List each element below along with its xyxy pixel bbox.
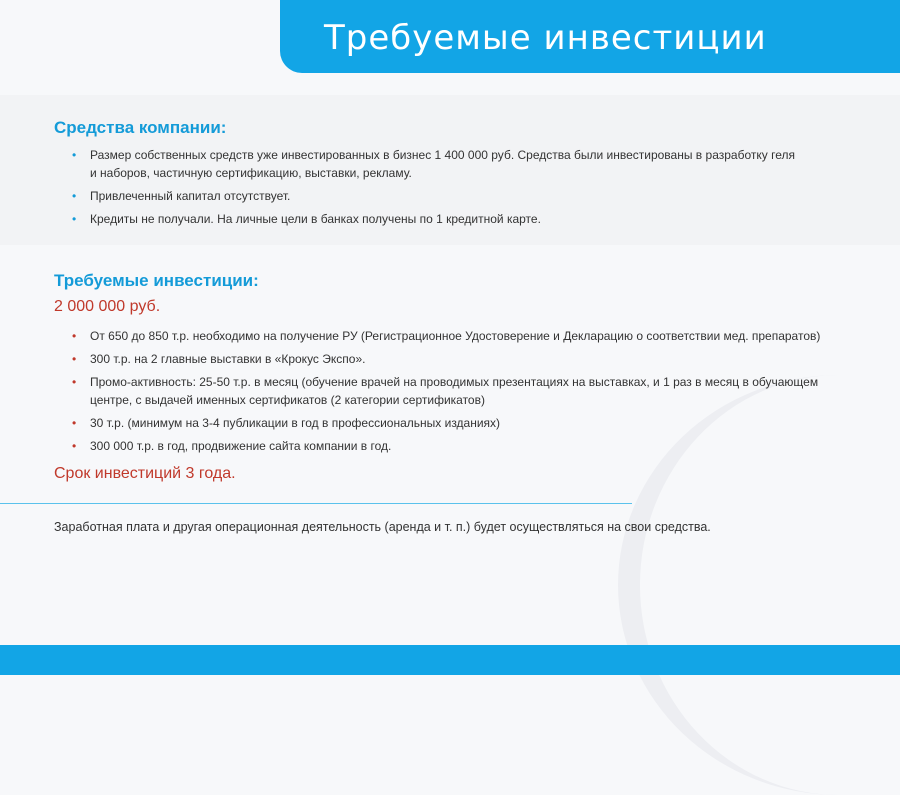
required-amount: 2 000 000 руб. <box>54 298 161 315</box>
investment-term: Срок инвестиций 3 года. <box>54 465 236 482</box>
slide-title: Требуемые инвестиции <box>324 18 767 58</box>
required-investments-heading: Требуемые инвестиции: <box>54 271 259 290</box>
footer-note: Заработная плата и другая операционная деятельность (аренда и т. п.) будет осуществляться на свои средства. <box>54 520 711 534</box>
list-item: • 30 т.р. (минимум на 3-4 публикации в год в профессиональных изданиях) <box>72 416 501 430</box>
company-funds-list <box>72 146 862 233</box>
title-banner <box>280 0 900 73</box>
list-item: • 300 000 т.р. в год, продвижение сайта компании в год. <box>72 439 392 453</box>
divider <box>0 503 632 504</box>
list-item: • Размер собственных средств уже инвестированных в бизнес 1 400 000 руб. Средства были инвестированы в разработку геля и наборов, частичную сертификацию, выставки, рекламу. <box>72 148 795 180</box>
bullet-icon: • <box>72 352 77 366</box>
bullet-icon: • <box>72 212 77 226</box>
list-item: • Промо-активность: 25-50 т.р. в месяц (обучение врачей на проводимых презентациях на выставках, и 1 раз в месяц в обучающем центре, с выдачей именных сертификатов (2 категории сертификатов) <box>72 375 819 407</box>
bullet-icon: • <box>72 375 77 389</box>
bottom-bar <box>0 645 900 675</box>
required-investments-list <box>72 327 872 460</box>
list-item: • Привлеченный капитал отсутствует. <box>72 189 291 203</box>
list-item: • Кредиты не получали. На личные цели в банках получены по 1 кредитной карте. <box>72 212 541 226</box>
bullet-icon: • <box>72 329 77 343</box>
bullet-icon: • <box>72 439 77 453</box>
bullet-icon: • <box>72 148 77 162</box>
company-funds-heading: Средства компании: <box>54 118 227 137</box>
list-item: • 300 т.р. на 2 главные выставки в «Крокус Экспо». <box>72 352 366 366</box>
bullet-icon: • <box>72 416 77 430</box>
list-item: • От 650 до 850 т.р. необходимо на получение РУ (Регистрационное Удостоверение и Декларацию о соответствии мед. препаратов) <box>72 329 821 343</box>
bullet-icon: • <box>72 189 77 203</box>
